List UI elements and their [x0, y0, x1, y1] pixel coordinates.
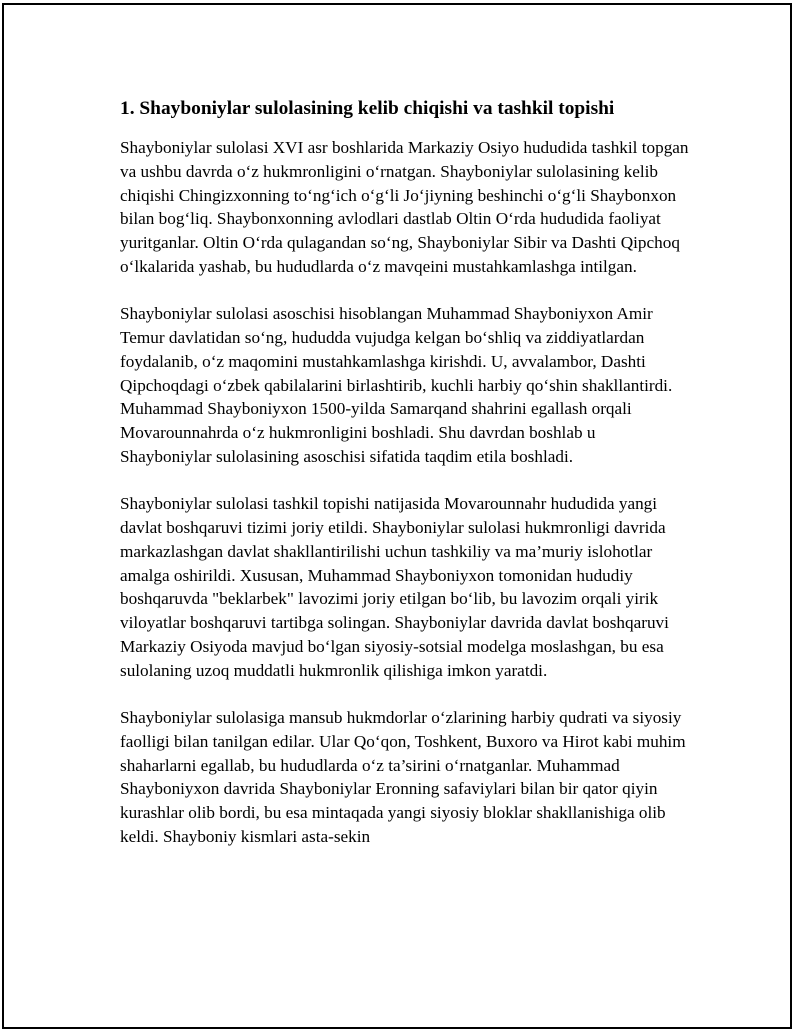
paragraph-4: Shayboniylar sulolasiga mansub hukmdorlar o‘zlarining harbiy qudrati va siyosiy faolligi bilan tanilgan edilar. Ular Qo‘qon, Toshkent, Buxoro va Hirot kabi muhim shaharlarni egallab, bu hududlarda o‘z ta’sirini o‘rnatganlar. Muhammad Shayboniyxon davrida Shayboniylar Eronning safaviylari bilan bir qator qiyin kurashlar olib bordi, bu esa mintaqada yangi siyosiy bloklar shakllanishiga olib keldi. Shayboniy kismlari asta-sekin — [120, 707, 686, 846]
document-page — [2, 3, 792, 1029]
paragraph-2: Shayboniylar sulolasi asoschisi hisoblangan Muhammad Shayboniyxon Amir Temur davlatidan so‘ng, hududda vujudga kelgan bo‘shliq va ziddiyatlardan foydalanib, o‘z maqomini mustahkamlashga kirishdi. U, avvalambor, Dashti Qipchoqdagi o‘zbek qabilalarini birlashtirib, kuchli harbiy qo‘shin shakllantirdi. Muhammad Shayboniyxon 1500-yilda Samarqand shahrini egallash orqali Movarounnahrda o‘z hukmronligini boshladi. Shu davrdan boshlab u Shayboniylar sulolasining asoschisi sifatida taqdim etila boshladi. — [120, 304, 673, 466]
document-content — [120, 96, 690, 872]
paragraph-1: Shayboniylar sulolasi XVI asr boshlarida Markaziy Osiyo hududida tashkil topgan va ushbu davrda o‘z hukmronligini o‘rnatgan. Shayboniylar sulolasining kelib chiqishi Chingizxonning to‘ng‘ich o‘g‘li Jo‘jiyning beshinchi o‘g‘li Shaybonxon bilan bog‘liq. Shaybonxonning avlodlari dastlab Oltin O‘rda hududida faoliyat yuritganlar. Oltin O‘rda qulagandan so‘ng, Shayboniylar Sibir va Dashti Qipchoq o‘lkalarida yashab, bu hududlarda o‘z mavqeini mustahkamlashga intilgan. — [120, 138, 689, 276]
paragraph-3: Shayboniylar sulolasi tashkil topishi natijasida Movarounnahr hududida yangi davlat boshqaruvi tizimi joriy etildi. Shayboniylar sulolasi hukmronligi davrida markazlashgan davlat shakllantirilishi uchun tashkiliy va ma’muriy islohotlar amalga oshirildi. Xususan, Muhammad Shayboniyxon tomonidan hududiy boshqaruvda "beklarbek" lavozimi joriy etilgan bo‘lib, bu lavozim orqali yirik viloyatlar boshqaruvi tartibga solingan. Shayboniylar davrida davlat boshqaruvi Markaziy Osiyoda mavjud bo‘lgan siyosiy-sotsial modelga moslashgan, bu esa sulolaning uzoq muddatli hukmronlik qilishiga imkon yaratdi. — [120, 494, 669, 680]
section-heading: 1. Shayboniylar sulolasining kelib chiqishi va tashkil topishi — [120, 98, 615, 119]
